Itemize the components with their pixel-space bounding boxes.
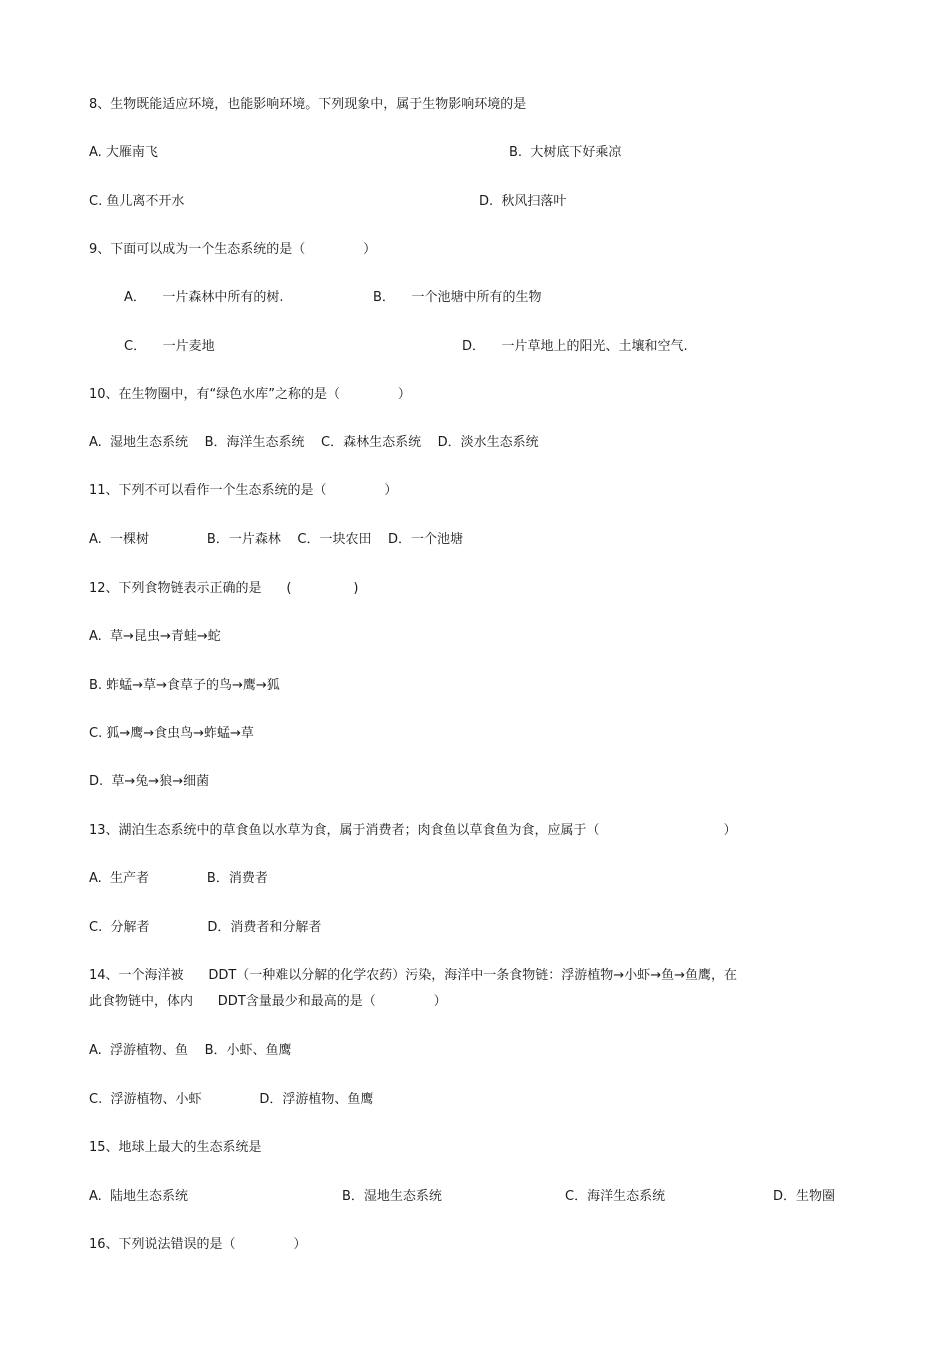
- q9-option-b: B． 一个池塘中所有的生物: [373, 290, 542, 305]
- q9-option-d: D． 一片草地上的阳光、土壤和空气.: [462, 339, 688, 354]
- q16-stem: 16、下列说法错误的是（ ）: [89, 1237, 307, 1252]
- q13-options-ab: A. 生产者 B．消费者: [89, 871, 268, 886]
- q10-options: A. 湿地生态系统 B．海洋生态系统 C．森林生态系统 D．淡水生态系统: [89, 435, 539, 450]
- q10-stem: 10、在生物圈中，有“绿色水库”之称的是（ ）: [89, 387, 411, 402]
- q9-option-a: A． 一片森林中所有的树.: [124, 290, 284, 305]
- q12-option-b: B. 蚱蜢→草→食草子的鸟→鹰→狐: [89, 678, 280, 693]
- q14-stem-line1: 14、一个海洋被 DDT（一种难以分解的化学农药）污染，海洋中一条食物链：浮游植物→小虾→鱼→鱼鹰，在: [89, 968, 737, 983]
- q8-option-b: B. 大树底下好乘凉: [509, 145, 622, 160]
- q9-stem: 9、下面可以成为一个生态系统的是（ ）: [89, 242, 377, 257]
- q8-option-c: C. 鱼儿离不开水: [89, 194, 185, 209]
- q8-stem: 8、生物既能适应环境，也能影响环境。下列现象中，属于生物影响环境的是: [89, 97, 527, 112]
- q8-option-d: D. 秋风扫落叶: [479, 194, 567, 209]
- q14-stem-line2: 此食物链中，体内 DDT含量最少和最高的是（ ）: [89, 994, 447, 1009]
- q11-options: A. 一棵树 B．一片森林 C．一块农田 D．一个池塘: [89, 532, 463, 547]
- q12-option-d: D. 草→兔→狼→细菌: [89, 774, 210, 789]
- q12-option-c: C. 狐→鹰→食虫鸟→蚱蜢→草: [89, 726, 254, 741]
- q12-stem: 12、下列食物链表示正确的是 ( ): [89, 581, 359, 596]
- q15-option-b: B．湿地生态系统: [342, 1189, 442, 1204]
- q13-options-cd: C. 分解者 D．消费者和分解者: [89, 920, 322, 935]
- q8-option-a: A. 大雁南飞: [89, 145, 158, 160]
- q14-options-cd: C. 浮游植物、小虾 D．浮游植物、鱼鹰: [89, 1092, 374, 1107]
- q11-stem: 11、下列不可以看作一个生态系统的是（ ）: [89, 483, 398, 498]
- q15-option-d: D．生物圈: [773, 1189, 836, 1204]
- q13-stem: 13、湖泊生态系统中的草食鱼以水草为食，属于消费者；肉食鱼以草食鱼为食，应属于（ ）: [89, 823, 737, 838]
- q15-stem: 15、地球上最大的生态系统是: [89, 1140, 262, 1155]
- q9-option-c: C． 一片麦地: [124, 339, 215, 354]
- q14-options-ab: A. 浮游植物、鱼 B．小虾、鱼鹰: [89, 1043, 292, 1058]
- q15-option-c: C．海洋生态系统: [565, 1189, 666, 1204]
- q12-option-a: A. 草→昆虫→青蛙→蛇: [89, 629, 221, 644]
- q15-option-a: A. 陆地生态系统: [89, 1189, 189, 1204]
